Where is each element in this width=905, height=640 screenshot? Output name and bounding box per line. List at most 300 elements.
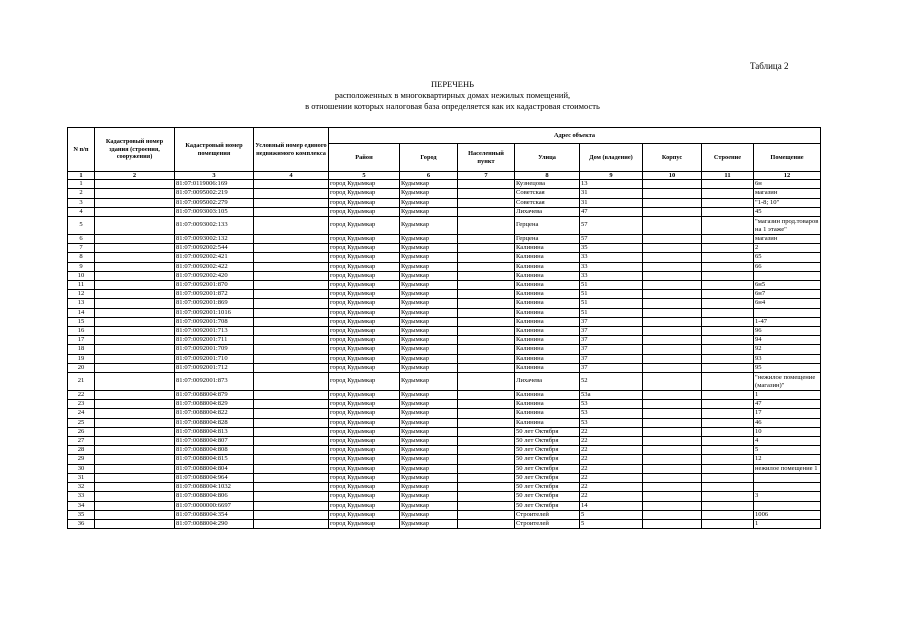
cell-premise-cadastral: 81:07:0092001:713 — [175, 327, 254, 336]
cell-room: 94 — [754, 336, 821, 345]
cell-premise-cadastral: 81:07:0088004:815 — [175, 455, 254, 464]
header-complex-number: Условный номер единого недвижимого комплекса — [254, 128, 329, 172]
cell-settlement — [458, 373, 515, 391]
cell-complex-number — [254, 244, 329, 253]
cell-building-cadastral — [95, 207, 175, 216]
cell-complex-number — [254, 510, 329, 519]
cell-street: Калинина — [515, 281, 580, 290]
cell-settlement — [458, 262, 515, 271]
table-row — [68, 207, 821, 216]
cell-num: 11 — [68, 281, 95, 290]
cell-room: 1 — [754, 391, 821, 400]
cell-settlement — [458, 308, 515, 317]
cell-district: город Кудымкар — [329, 198, 400, 207]
cell-premise-cadastral: 81:07:0093002:133 — [175, 217, 254, 235]
cell-building-cadastral — [95, 235, 175, 244]
cell-korpus — [643, 510, 702, 519]
cell-premise-cadastral: 81:07:0088004:822 — [175, 409, 254, 418]
cell-district: город Кудымкар — [329, 235, 400, 244]
table-number-label: Таблица 2 — [750, 61, 789, 71]
cell-premise-cadastral: 81:07:0092001:711 — [175, 336, 254, 345]
cell-street: 50 лет Октября — [515, 492, 580, 501]
cell-room: "1-8; 10" — [754, 198, 821, 207]
cell-street: Герцена — [515, 235, 580, 244]
table-row — [68, 235, 821, 244]
cell-korpus — [643, 253, 702, 262]
cell-street: Лихачева — [515, 207, 580, 216]
cell-building-cadastral — [95, 253, 175, 262]
table-row — [68, 446, 821, 455]
cell-room: "нежилое помещение (магазин)" — [754, 373, 821, 391]
cell-stroenie — [702, 262, 754, 271]
cell-room: 1-47 — [754, 317, 821, 326]
cell-stroenie — [702, 180, 754, 189]
cell-street: Калинина — [515, 418, 580, 427]
cell-district: город Кудымкар — [329, 427, 400, 436]
cell-city: Кудымкар — [400, 400, 458, 409]
cell-city: Кудымкар — [400, 281, 458, 290]
cell-premise-cadastral: 81:07:0093002:132 — [175, 235, 254, 244]
cell-room: 6н4 — [754, 299, 821, 308]
cell-building-cadastral — [95, 189, 175, 198]
cell-city: Кудымкар — [400, 418, 458, 427]
cell-house: 37 — [580, 363, 643, 372]
cell-house: 22 — [580, 437, 643, 446]
cell-city: Кудымкар — [400, 354, 458, 363]
cell-complex-number — [254, 317, 329, 326]
table-row — [68, 501, 821, 510]
column-number-cell: 1 — [68, 172, 95, 180]
cell-premise-cadastral: 81:07:0092002:420 — [175, 271, 254, 280]
cell-district: город Кудымкар — [329, 207, 400, 216]
cell-district: город Кудымкар — [329, 271, 400, 280]
cell-building-cadastral — [95, 483, 175, 492]
cell-korpus — [643, 427, 702, 436]
cell-num: 14 — [68, 308, 95, 317]
cell-room: 3 — [754, 492, 821, 501]
cell-stroenie — [702, 317, 754, 326]
cell-settlement — [458, 198, 515, 207]
cell-house: 5 — [580, 519, 643, 528]
cell-district: город Кудымкар — [329, 409, 400, 418]
table-row — [68, 180, 821, 189]
cell-num: 12 — [68, 290, 95, 299]
cell-street: Калинина — [515, 409, 580, 418]
cell-house: 31 — [580, 198, 643, 207]
cell-complex-number — [254, 198, 329, 207]
cell-district: город Кудымкар — [329, 501, 400, 510]
cell-district: город Кудымкар — [329, 400, 400, 409]
cell-stroenie — [702, 418, 754, 427]
table-row — [68, 418, 821, 427]
cell-street: Калинина — [515, 391, 580, 400]
cell-complex-number — [254, 492, 329, 501]
cell-district: город Кудымкар — [329, 217, 400, 235]
cell-street: 50 лет Октября — [515, 455, 580, 464]
cell-complex-number — [254, 418, 329, 427]
cell-building-cadastral — [95, 308, 175, 317]
cell-building-cadastral — [95, 281, 175, 290]
cell-street: Калинина — [515, 308, 580, 317]
cell-complex-number — [254, 180, 329, 189]
table-row — [68, 290, 821, 299]
cell-room: "магазин прод.товаров на 1 этаже" — [754, 217, 821, 235]
cell-stroenie — [702, 473, 754, 482]
cell-house: 13 — [580, 180, 643, 189]
cell-room: 65 — [754, 253, 821, 262]
cell-room: 45 — [754, 207, 821, 216]
cell-settlement — [458, 336, 515, 345]
cell-settlement — [458, 299, 515, 308]
table-row — [68, 262, 821, 271]
cell-city: Кудымкар — [400, 244, 458, 253]
cell-room: 66 — [754, 262, 821, 271]
cell-building-cadastral — [95, 217, 175, 235]
cell-street: Советская — [515, 189, 580, 198]
cell-settlement — [458, 327, 515, 336]
cell-premise-cadastral: 81:07:0088004:964 — [175, 473, 254, 482]
cell-premise-cadastral: 81:07:0095002:279 — [175, 198, 254, 207]
cell-complex-number — [254, 391, 329, 400]
cell-city: Кудымкар — [400, 253, 458, 262]
cell-settlement — [458, 519, 515, 528]
cell-complex-number — [254, 464, 329, 473]
document-subtitle-line1: расположенных в многоквартирных домах нежилых помещений, — [334, 90, 571, 100]
cell-city: Кудымкар — [400, 501, 458, 510]
table-row — [68, 299, 821, 308]
cell-premise-cadastral: 81:07:0092002:544 — [175, 244, 254, 253]
cell-city: Кудымкар — [400, 492, 458, 501]
cell-stroenie — [702, 271, 754, 280]
cell-house: 51 — [580, 299, 643, 308]
cell-num: 20 — [68, 363, 95, 372]
table-row — [68, 271, 821, 280]
cell-street: 50 лет Октября — [515, 446, 580, 455]
cell-korpus — [643, 437, 702, 446]
cell-house: 14 — [580, 501, 643, 510]
cell-building-cadastral — [95, 180, 175, 189]
cell-premise-cadastral: 81:07:0088004:1032 — [175, 483, 254, 492]
cell-korpus — [643, 327, 702, 336]
header-street: Улица — [515, 144, 580, 172]
cell-city: Кудымкар — [400, 262, 458, 271]
cell-building-cadastral — [95, 437, 175, 446]
cell-num: 36 — [68, 519, 95, 528]
cell-premise-cadastral: 81:07:0092001:872 — [175, 290, 254, 299]
table-row — [68, 400, 821, 409]
header-building-cadastral: Кадастровый номер здания (строения, сооружения) — [95, 128, 175, 172]
cell-district: город Кудымкар — [329, 492, 400, 501]
cell-num: 7 — [68, 244, 95, 253]
cell-stroenie — [702, 308, 754, 317]
cell-city: Кудымкар — [400, 437, 458, 446]
cell-korpus — [643, 336, 702, 345]
cell-house: 33 — [580, 262, 643, 271]
cell-complex-number — [254, 427, 329, 436]
cell-stroenie — [702, 446, 754, 455]
cell-premise-cadastral: 81:07:0088004:828 — [175, 418, 254, 427]
cell-korpus — [643, 455, 702, 464]
cell-num: 13 — [68, 299, 95, 308]
cell-complex-number — [254, 519, 329, 528]
cell-street: Калинина — [515, 253, 580, 262]
table-row — [68, 336, 821, 345]
cell-house: 37 — [580, 327, 643, 336]
cell-korpus — [643, 244, 702, 253]
table-row — [68, 409, 821, 418]
cell-korpus — [643, 271, 702, 280]
cell-house: 37 — [580, 317, 643, 326]
cell-street: 50 лет Октября — [515, 473, 580, 482]
cell-korpus — [643, 409, 702, 418]
cell-stroenie — [702, 345, 754, 354]
cell-num: 34 — [68, 501, 95, 510]
cell-street: 50 лет Октября — [515, 437, 580, 446]
cell-stroenie — [702, 455, 754, 464]
cell-complex-number — [254, 327, 329, 336]
cell-stroenie — [702, 235, 754, 244]
cell-city: Кудымкар — [400, 217, 458, 235]
cell-num: 4 — [68, 207, 95, 216]
header-house: Дом (владение) — [580, 144, 643, 172]
cell-building-cadastral — [95, 336, 175, 345]
cell-complex-number — [254, 354, 329, 363]
cell-num: 30 — [68, 464, 95, 473]
cell-korpus — [643, 501, 702, 510]
cell-num: 6 — [68, 235, 95, 244]
cell-korpus — [643, 345, 702, 354]
cell-korpus — [643, 262, 702, 271]
cell-house: 57 — [580, 217, 643, 235]
cell-house: 33 — [580, 271, 643, 280]
cell-district: город Кудымкар — [329, 483, 400, 492]
cell-stroenie — [702, 198, 754, 207]
table-row — [68, 327, 821, 336]
cell-house: 22 — [580, 483, 643, 492]
cell-complex-number — [254, 308, 329, 317]
cell-city: Кудымкар — [400, 363, 458, 372]
cell-district: город Кудымкар — [329, 391, 400, 400]
cell-house: 53 — [580, 400, 643, 409]
cell-stroenie — [702, 189, 754, 198]
cell-street: Калинина — [515, 271, 580, 280]
cell-premise-cadastral: 81:07:0092002:422 — [175, 262, 254, 271]
cell-stroenie — [702, 336, 754, 345]
cell-district: город Кудымкар — [329, 308, 400, 317]
cell-city: Кудымкар — [400, 446, 458, 455]
column-number-cell: 9 — [580, 172, 643, 180]
cell-num: 33 — [68, 492, 95, 501]
cell-korpus — [643, 217, 702, 235]
cell-stroenie — [702, 483, 754, 492]
cell-settlement — [458, 510, 515, 519]
table-row — [68, 217, 821, 235]
cell-korpus — [643, 189, 702, 198]
cell-korpus — [643, 290, 702, 299]
cell-street: Калинина — [515, 345, 580, 354]
cell-complex-number — [254, 373, 329, 391]
cell-building-cadastral — [95, 345, 175, 354]
cell-settlement — [458, 207, 515, 216]
cell-street: Калинина — [515, 299, 580, 308]
cell-num: 8 — [68, 253, 95, 262]
cell-city: Кудымкар — [400, 336, 458, 345]
cell-korpus — [643, 363, 702, 372]
cell-street: Калинина — [515, 327, 580, 336]
cell-num: 25 — [68, 418, 95, 427]
cell-num: 10 — [68, 271, 95, 280]
cell-premise-cadastral: 81:07:0119006:169 — [175, 180, 254, 189]
cell-city: Кудымкар — [400, 327, 458, 336]
cell-district: город Кудымкар — [329, 244, 400, 253]
cell-building-cadastral — [95, 501, 175, 510]
cell-complex-number — [254, 409, 329, 418]
table-row — [68, 464, 821, 473]
premises-table — [67, 127, 821, 529]
header-settlement: Населенный пункт — [458, 144, 515, 172]
cell-city: Кудымкар — [400, 473, 458, 482]
cell-city: Кудымкар — [400, 235, 458, 244]
cell-house: 22 — [580, 427, 643, 436]
cell-house: 33 — [580, 253, 643, 262]
cell-complex-number — [254, 501, 329, 510]
cell-street: 50 лет Октября — [515, 464, 580, 473]
cell-korpus — [643, 464, 702, 473]
cell-city: Кудымкар — [400, 427, 458, 436]
table-row — [68, 198, 821, 207]
cell-building-cadastral — [95, 473, 175, 482]
table-row — [68, 253, 821, 262]
cell-num: 9 — [68, 262, 95, 271]
cell-city: Кудымкар — [400, 483, 458, 492]
cell-settlement — [458, 180, 515, 189]
cell-district: город Кудымкар — [329, 262, 400, 271]
cell-district: город Кудымкар — [329, 519, 400, 528]
cell-house: 37 — [580, 354, 643, 363]
column-number-cell: 5 — [329, 172, 400, 180]
cell-complex-number — [254, 290, 329, 299]
cell-building-cadastral — [95, 262, 175, 271]
cell-premise-cadastral: 81:07:0088004:354 — [175, 510, 254, 519]
cell-premise-cadastral: 81:07:0092001:869 — [175, 299, 254, 308]
table-row — [68, 281, 821, 290]
cell-building-cadastral — [95, 363, 175, 372]
cell-complex-number — [254, 483, 329, 492]
cell-building-cadastral — [95, 354, 175, 363]
cell-room: 95 — [754, 363, 821, 372]
cell-settlement — [458, 217, 515, 235]
cell-room: 92 — [754, 345, 821, 354]
cell-num: 31 — [68, 473, 95, 482]
cell-stroenie — [702, 400, 754, 409]
cell-num: 27 — [68, 437, 95, 446]
cell-premise-cadastral: 81:07:0095002:219 — [175, 189, 254, 198]
column-number-cell: 10 — [643, 172, 702, 180]
cell-house: 22 — [580, 473, 643, 482]
cell-house: 53 — [580, 418, 643, 427]
cell-num: 21 — [68, 373, 95, 391]
cell-premise-cadastral: 81:07:0088004:808 — [175, 446, 254, 455]
cell-district: город Кудымкар — [329, 317, 400, 326]
cell-stroenie — [702, 363, 754, 372]
cell-room: 93 — [754, 354, 821, 363]
cell-premise-cadastral: 81:07:0092001:710 — [175, 354, 254, 363]
cell-district: город Кудымкар — [329, 253, 400, 262]
cell-district: город Кудымкар — [329, 354, 400, 363]
cell-stroenie — [702, 427, 754, 436]
cell-room: 1006 — [754, 510, 821, 519]
cell-district: город Кудымкар — [329, 290, 400, 299]
cell-district: город Кудымкар — [329, 299, 400, 308]
cell-num: 22 — [68, 391, 95, 400]
table-row — [68, 345, 821, 354]
cell-district: город Кудымкар — [329, 446, 400, 455]
cell-city: Кудымкар — [400, 180, 458, 189]
cell-district: город Кудымкар — [329, 336, 400, 345]
cell-num: 2 — [68, 189, 95, 198]
cell-building-cadastral — [95, 299, 175, 308]
cell-building-cadastral — [95, 271, 175, 280]
table-row — [68, 373, 821, 391]
cell-district: город Кудымкар — [329, 418, 400, 427]
cell-korpus — [643, 235, 702, 244]
cell-room: 1 — [754, 519, 821, 528]
cell-settlement — [458, 400, 515, 409]
cell-korpus — [643, 354, 702, 363]
table-row — [68, 391, 821, 400]
cell-house: 35 — [580, 244, 643, 253]
cell-korpus — [643, 299, 702, 308]
cell-room: 5 — [754, 446, 821, 455]
cell-premise-cadastral: 81:07:0092001:708 — [175, 317, 254, 326]
column-number-cell: 12 — [754, 172, 821, 180]
cell-korpus — [643, 180, 702, 189]
column-number-cell: 11 — [702, 172, 754, 180]
table-row — [68, 308, 821, 317]
cell-district: город Кудымкар — [329, 455, 400, 464]
cell-street: 50 лет Октября — [515, 427, 580, 436]
cell-building-cadastral — [95, 409, 175, 418]
cell-street: Герцена — [515, 217, 580, 235]
cell-city: Кудымкар — [400, 271, 458, 280]
header-num: N п/п — [68, 128, 95, 172]
header-korpus: Корпус — [643, 144, 702, 172]
cell-district: город Кудымкар — [329, 510, 400, 519]
cell-num: 28 — [68, 446, 95, 455]
cell-city: Кудымкар — [400, 455, 458, 464]
cell-street: Калинина — [515, 400, 580, 409]
cell-num: 29 — [68, 455, 95, 464]
cell-korpus — [643, 492, 702, 501]
cell-num: 19 — [68, 354, 95, 363]
cell-building-cadastral — [95, 455, 175, 464]
cell-street: Советская — [515, 198, 580, 207]
cell-house: 53а — [580, 391, 643, 400]
cell-korpus — [643, 308, 702, 317]
cell-complex-number — [254, 446, 329, 455]
cell-num: 1 — [68, 180, 95, 189]
cell-house: 52 — [580, 373, 643, 391]
cell-complex-number — [254, 207, 329, 216]
cell-district: город Кудымкар — [329, 281, 400, 290]
table-row — [68, 483, 821, 492]
cell-complex-number — [254, 345, 329, 354]
cell-room: 46 — [754, 418, 821, 427]
cell-premise-cadastral: 81:07:0088004:806 — [175, 492, 254, 501]
cell-settlement — [458, 391, 515, 400]
cell-premise-cadastral: 81:07:0088004:807 — [175, 437, 254, 446]
cell-room: нежилое помещение 1 — [754, 464, 821, 473]
